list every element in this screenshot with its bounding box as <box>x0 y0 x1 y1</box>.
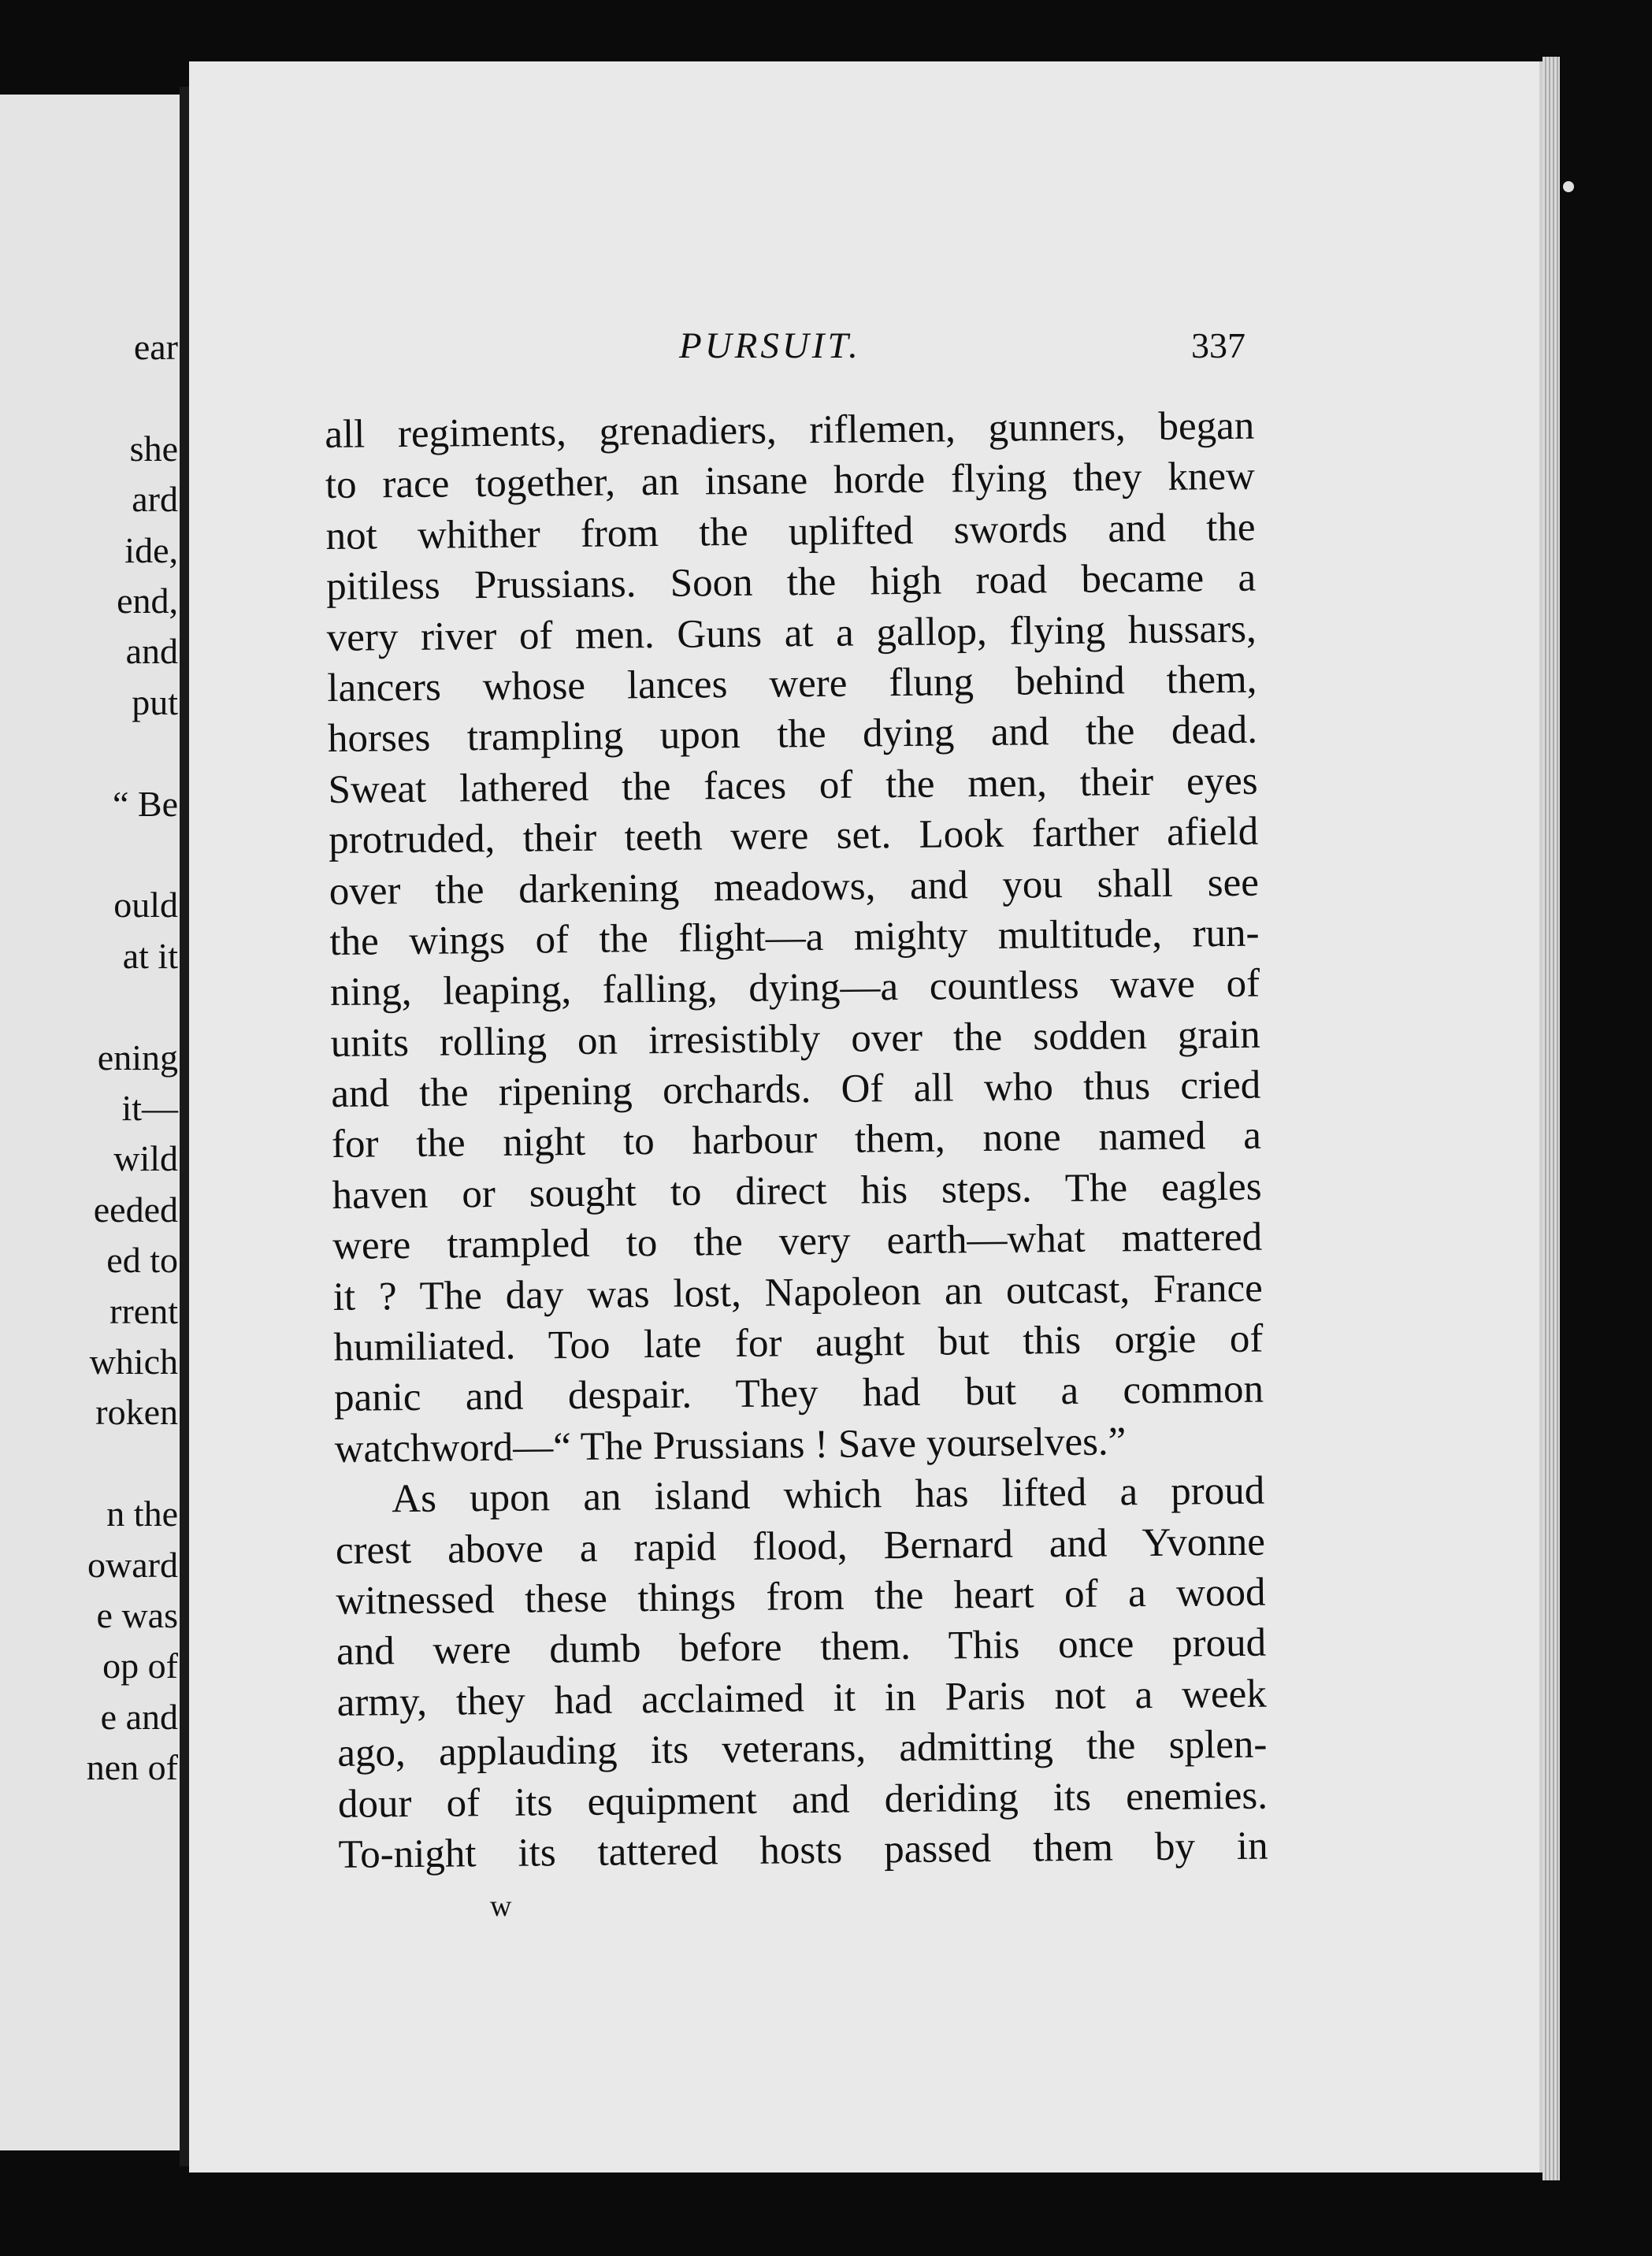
left-text-line: e and <box>100 1696 178 1737</box>
left-text-line: ard <box>132 479 178 520</box>
text-line: watchword—“ The Prussians ! Save yourselves.” <box>334 1419 1127 1471</box>
text-line: units rolling on irresistibly over the sodden grain <box>330 1012 1260 1066</box>
left-text-line: nen of <box>86 1747 178 1788</box>
left-text-line: ed to <box>106 1240 178 1281</box>
text-line: ning, leaping, falling, dying—a countless wave of <box>329 961 1260 1015</box>
left-text-line: she <box>129 428 178 469</box>
page-edges <box>1542 57 1560 2180</box>
left-text-line: “ Be <box>112 783 178 824</box>
left-text-line: oward <box>87 1544 178 1585</box>
text-line: As upon an island which has lifted a proud <box>392 1468 1265 1522</box>
left-text-line: eeded <box>93 1189 178 1230</box>
text-line: it ? The day was lost, Napoleon an outcast, France <box>332 1266 1264 1319</box>
text-line: witnessed these things from the heart of a wood <box>336 1570 1266 1623</box>
text-line: not whither from the uplifted swords and the <box>325 505 1256 558</box>
left-text-line: n the <box>106 1493 178 1534</box>
text-line: and the ripening orchards. Of all who thus cried <box>331 1063 1261 1117</box>
text-line: to race together, an insane horde flying they knew <box>325 455 1256 508</box>
text-line: lancers whose lances were flung behind them, <box>327 657 1257 711</box>
signature-mark: w <box>490 1890 512 1923</box>
text-line: and were dumb before them. This once proud <box>336 1620 1267 1675</box>
text-line: very river of men. Guns at a gallop, flying hussars, <box>326 607 1257 660</box>
text-line: haven or sought to direct his steps. The eagles <box>332 1164 1262 1218</box>
text-line: To-night its tattered hosts passed them by in <box>338 1824 1268 1877</box>
text-line: over the darkening meadows, and you shall see <box>329 860 1260 914</box>
left-text-line: roken <box>95 1392 178 1433</box>
left-text-line: op of <box>102 1646 178 1686</box>
page-number: 337 <box>1191 325 1245 365</box>
text-line: Sweat lathered the faces of the men, their eyes <box>328 759 1258 812</box>
text-line: were trampled to the very earth—what mattered <box>332 1215 1263 1269</box>
text-line: the wings of the flight—a mighty multitude, run- <box>329 911 1260 964</box>
text-line: protruded, their teeth were set. Look farther afield <box>328 809 1259 863</box>
left-text-line: ening <box>97 1037 178 1078</box>
text-line: panic and despair. They had but a common <box>333 1367 1264 1421</box>
left-text-line: put <box>132 681 178 722</box>
left-text-line: ould <box>113 885 178 926</box>
text-line: horses trampling upon the dying and the dead. <box>327 707 1258 762</box>
left-text-line: and <box>125 631 178 672</box>
left-text-line: ear <box>133 327 178 367</box>
text-line: for the night to harbour them, none named a <box>331 1114 1262 1167</box>
left-text-line: wild <box>113 1138 178 1179</box>
text-line: all regiments, grenadiers, riflemen, gunners, began <box>325 403 1255 457</box>
left-text-line: end, <box>117 581 178 621</box>
left-text-line: which <box>89 1341 178 1382</box>
text-line: humiliated. Too late for aught but this orgie of <box>333 1316 1264 1370</box>
running-head: PURSUIT. <box>679 325 861 366</box>
text-line: ago, applauding its veterans, admitting the splen- <box>337 1722 1268 1776</box>
left-text-line: e was <box>96 1595 178 1635</box>
body-text <box>325 401 1268 1881</box>
dust-speck <box>1563 181 1574 192</box>
text-line: army, they had acclaimed it in Paris not a week <box>336 1672 1267 1725</box>
left-text-line: it— <box>121 1088 178 1128</box>
left-page-fragment <box>0 95 183 2150</box>
text-line: pitiless Prussians. Soon the high road became a <box>325 555 1257 610</box>
left-text-line: rrent <box>110 1290 178 1331</box>
text-line: crest above a rapid flood, Bernard and Yvonne <box>335 1519 1266 1573</box>
left-text-line: ide, <box>124 529 178 570</box>
left-text-line: at it <box>122 935 178 976</box>
text-line: dour of its equipment and deriding its enemies. <box>337 1773 1268 1827</box>
